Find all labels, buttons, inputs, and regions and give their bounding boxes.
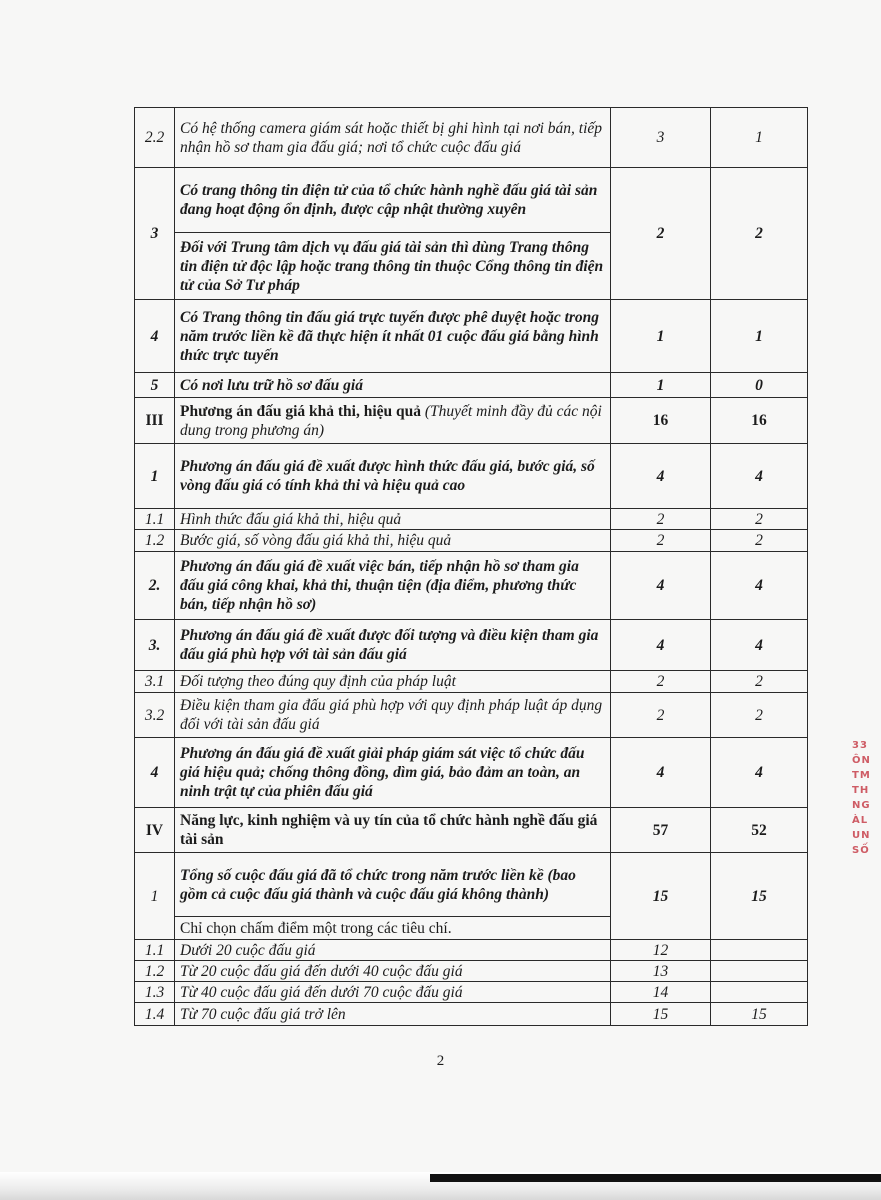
row-number: 5 <box>135 373 175 398</box>
row-number: 1.3 <box>135 982 175 1003</box>
row-number: 3.2 <box>135 693 175 738</box>
awarded-score: 4 <box>711 444 808 509</box>
table-row <box>135 108 808 168</box>
row-number: 2. <box>135 552 175 620</box>
max-score: 15 <box>611 1003 711 1026</box>
red-stamp-fragment <box>852 738 881 878</box>
stamp-line: ÀL <box>852 815 869 826</box>
stamp-line: TM <box>852 770 871 781</box>
awarded-score <box>711 982 808 1003</box>
table-row <box>135 300 808 373</box>
awarded-score: 2 <box>711 509 808 530</box>
max-score: 16 <box>611 398 711 444</box>
table-row <box>135 552 808 620</box>
table-row <box>135 398 808 444</box>
max-score: 2 <box>611 693 711 738</box>
max-score: 1 <box>611 300 711 373</box>
criteria-text: Phương án đấu giá đề xuất được hình thức đấu giá, bước giá, số vòng đấu giá có tính khả thi và hiệu quả cao <box>175 444 611 509</box>
max-score: 13 <box>611 961 711 982</box>
table-row <box>135 168 808 233</box>
awarded-score: 15 <box>711 1003 808 1026</box>
row-number: 2.2 <box>135 108 175 168</box>
awarded-score <box>711 961 808 982</box>
awarded-score: 2 <box>711 693 808 738</box>
criteria-text: Dưới 20 cuộc đấu giá <box>175 940 611 961</box>
awarded-score: 1 <box>711 108 808 168</box>
scan-shadow-bar <box>430 1174 881 1182</box>
criteria-text: Từ 70 cuộc đấu giá trở lên <box>175 1003 611 1026</box>
stamp-line: TH <box>852 785 870 796</box>
max-score: 2 <box>611 671 711 693</box>
row-number: 1.2 <box>135 530 175 552</box>
stamp-line: SỐ <box>852 845 870 856</box>
page-number: 2 <box>436 1053 445 1069</box>
max-score: 12 <box>611 940 711 961</box>
stamp-line: 33 <box>852 740 868 751</box>
awarded-score: 2 <box>711 168 808 300</box>
row-number: 1 <box>135 853 175 940</box>
table-row <box>135 530 808 552</box>
max-score: 3 <box>611 108 711 168</box>
awarded-score: 4 <box>711 738 808 808</box>
awarded-score: 2 <box>711 530 808 552</box>
row-number: 3. <box>135 620 175 671</box>
row-number: IV <box>135 808 175 853</box>
table-row <box>135 444 808 509</box>
awarded-score: 4 <box>711 620 808 671</box>
criteria-text: Đối tượng theo đúng quy định của pháp luật <box>175 671 611 693</box>
awarded-score <box>711 940 808 961</box>
row-number: 1.1 <box>135 509 175 530</box>
max-score: 14 <box>611 982 711 1003</box>
max-score: 15 <box>611 853 711 940</box>
row-number: 4 <box>135 300 175 373</box>
awarded-score: 2 <box>711 671 808 693</box>
criteria-text-alt: Đối với Trung tâm dịch vụ đấu giá tài sản thì dùng Trang thông tin điện tử độc lập hoặc trang thông tin thuộc Cổng thông tin điện tử của Sở Tư pháp <box>175 233 611 300</box>
stamp-line: NG <box>852 800 871 811</box>
awarded-score: 52 <box>711 808 808 853</box>
criteria-table <box>134 107 808 1026</box>
row-number: 1.2 <box>135 961 175 982</box>
row-number: 4 <box>135 738 175 808</box>
table-row <box>135 373 808 398</box>
criteria-text: Hình thức đấu giá khả thi, hiệu quả <box>175 509 611 530</box>
table-row <box>135 620 808 671</box>
max-score: 4 <box>611 552 711 620</box>
criteria-text: Phương án đấu giá đề xuất việc bán, tiếp nhận hồ sơ tham gia đấu giá công khai, khả thi, thuận tiện (địa điểm, phương thức bán, tiếp nhận hồ sơ) <box>175 552 611 620</box>
criteria-text: Có trang thông tin điện tử của tổ chức hành nghề đấu giá tài sản đang hoạt động ổn định, được cập nhật thường xuyên <box>175 168 611 233</box>
criteria-text: Tổng số cuộc đấu giá đã tổ chức trong năm trước liền kề (bao gồm cả cuộc đấu giá thành và cuộc đấu giá không thành) <box>175 853 611 917</box>
awarded-score: 16 <box>711 398 808 444</box>
criteria-text: Có nơi lưu trữ hồ sơ đấu giá <box>175 373 611 398</box>
max-score: 4 <box>611 444 711 509</box>
awarded-score: 15 <box>711 853 808 940</box>
stamp-line: UN <box>852 830 871 841</box>
table-row <box>135 1003 808 1026</box>
row-number: 1.1 <box>135 940 175 961</box>
row-number: 1.4 <box>135 1003 175 1026</box>
criteria-text: Phương án đấu giá đề xuất giải pháp giám sát việc tổ chức đấu giá hiệu quả; chống thông đồng, dìm giá, bảo đảm an toàn, an ninh trật tự của phiên đấu giá <box>175 738 611 808</box>
criteria-text-alt: Chỉ chọn chấm điểm một trong các tiêu chí. <box>175 917 611 940</box>
table-row <box>135 671 808 693</box>
max-score: 57 <box>611 808 711 853</box>
criteria-text: Có hệ thống camera giám sát hoặc thiết bị ghi hình tại nơi bán, tiếp nhận hồ sơ tham gia đấu giá; nơi tổ chức cuộc đấu giá <box>175 108 611 168</box>
criteria-text: Từ 20 cuộc đấu giá đến dưới 40 cuộc đấu giá <box>175 961 611 982</box>
stamp-line: ÔN <box>852 755 871 766</box>
criteria-text: Có Trang thông tin đấu giá trực tuyến được phê duyệt hoặc trong năm trước liền kề đã thực hiện ít nhất 01 cuộc đấu giá bằng hình thức trực tuyến <box>175 300 611 373</box>
criteria-text <box>175 398 611 444</box>
awarded-score: 1 <box>711 300 808 373</box>
table-row <box>135 853 808 917</box>
max-score: 2 <box>611 168 711 300</box>
table-row <box>135 693 808 738</box>
table-row <box>135 982 808 1003</box>
criteria-text: Phương án đấu giá đề xuất được đối tượng và điều kiện tham gia đấu giá phù hợp với tài sản đấu giá <box>175 620 611 671</box>
max-score: 2 <box>611 530 711 552</box>
row-number: 3.1 <box>135 671 175 693</box>
criteria-heading: Phương án đấu giá khả thi, hiệu quả <box>180 402 422 420</box>
criteria-text: Từ 40 cuộc đấu giá đến dưới 70 cuộc đấu giá <box>175 982 611 1003</box>
awarded-score: 4 <box>711 552 808 620</box>
row-number: 3 <box>135 168 175 300</box>
criteria-text: Bước giá, số vòng đấu giá khả thi, hiệu quả <box>175 530 611 552</box>
max-score: 1 <box>611 373 711 398</box>
table-row <box>135 940 808 961</box>
awarded-score: 0 <box>711 373 808 398</box>
max-score: 4 <box>611 620 711 671</box>
table-row <box>135 961 808 982</box>
table-row <box>135 808 808 853</box>
max-score: 2 <box>611 509 711 530</box>
table-row <box>135 738 808 808</box>
row-number: 1 <box>135 444 175 509</box>
criteria-text: Năng lực, kinh nghiệm và uy tín của tổ chức hành nghề đấu giá tài sản <box>175 808 611 853</box>
criteria-note: (Thuyết minh đầy đủ các nội dung trong phương án) <box>180 402 602 439</box>
table-row <box>135 509 808 530</box>
max-score: 4 <box>611 738 711 808</box>
row-number: III <box>135 398 175 444</box>
criteria-text: Điều kiện tham gia đấu giá phù hợp với quy định pháp luật áp dụng đối với tài sản đấu giá <box>175 693 611 738</box>
